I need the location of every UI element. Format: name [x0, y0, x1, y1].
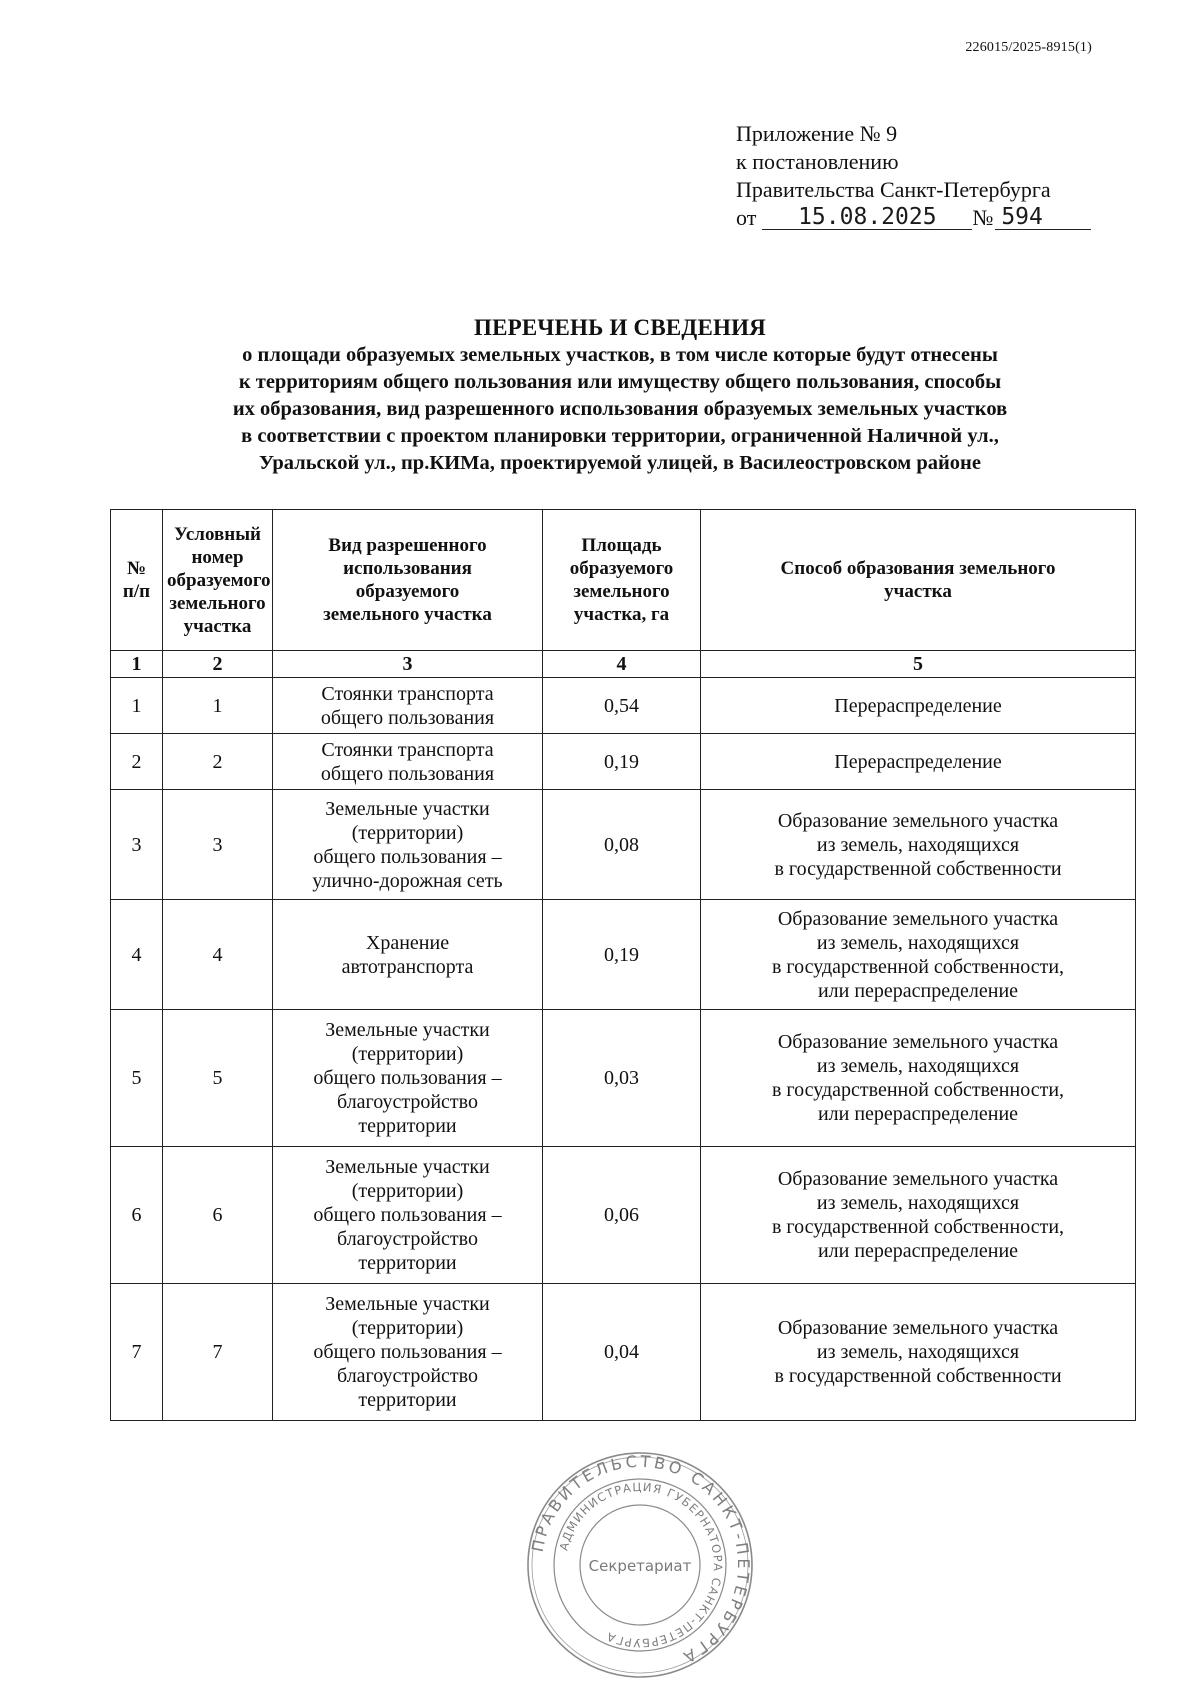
header-permitted-use: Вид разрешенного использования образуемого земельного участка — [273, 510, 543, 651]
header-formation-method: Способ образования земельного участка — [701, 510, 1136, 651]
cell-permitted-use: Стоянки транспорта общего пользования — [273, 678, 543, 734]
appendix-line-1: Приложение № 9 — [736, 121, 898, 146]
title-line: о площади образуемых земельных участков, в том числе которые будут отнесены — [242, 344, 998, 366]
column-numbers-row — [111, 651, 1136, 678]
cell-plot-id: 2 — [163, 734, 273, 790]
resolution-number: 594 — [995, 205, 1091, 230]
secretariat-seal-stamp — [525, 1450, 755, 1680]
cell-row-number: 6 — [111, 1147, 163, 1284]
cell-formation-method: Перераспределение — [701, 678, 1136, 734]
svg-text:АДМИНИСТРАЦИЯ ГУБЕРНАТОРА САНК: АДМИНИСТРАЦИЯ ГУБЕРНАТОРА САНКТ-ПЕТЕРБУРГА — [556, 1479, 726, 1651]
cell-area: 0,04 — [543, 1284, 701, 1421]
title-line: к территориям общего пользования или имуществу общего пользования, способы — [238, 371, 1002, 393]
cell-area: 0,19 — [543, 900, 701, 1010]
table-row — [111, 1147, 1136, 1284]
cell-area: 0,19 — [543, 734, 701, 790]
cell-permitted-use: Земельные участки (территории) общего пользования – улично-дорожная сеть — [273, 790, 543, 900]
table-row — [111, 678, 1136, 734]
cell-area: 0,54 — [543, 678, 701, 734]
cell-area: 0,08 — [543, 790, 701, 900]
column-number: 3 — [273, 651, 543, 678]
document-title — [110, 314, 1130, 477]
table-row — [111, 734, 1136, 790]
cell-plot-id: 4 — [163, 900, 273, 1010]
column-number: 1 — [111, 651, 163, 678]
cell-row-number: 4 — [111, 900, 163, 1010]
cell-plot-id: 3 — [163, 790, 273, 900]
title-line: Уральской ул., пр.КИМа, проектируемой улицей, в Василеостровском районе — [259, 452, 981, 474]
header-area: Площадь образуемого земельного участка, га — [543, 510, 701, 651]
title-line: их образования, вид разрешенного использования образуемых земельных участков — [232, 398, 1008, 420]
table-body — [111, 678, 1136, 1421]
appendix-line-2: к постановлению — [736, 149, 899, 174]
cell-row-number: 5 — [111, 1010, 163, 1147]
column-number: 5 — [701, 651, 1136, 678]
ot-label: от — [736, 205, 757, 230]
table-row — [111, 1284, 1136, 1421]
cell-row-number: 7 — [111, 1284, 163, 1421]
title-line: в соответствии с проектом планировки территории, ограниченной Наличной ул., — [241, 425, 999, 447]
resolution-date: 15.08.2025 — [762, 205, 972, 230]
cell-row-number: 1 — [111, 678, 163, 734]
table-row — [111, 790, 1136, 900]
cell-plot-id: 5 — [163, 1010, 273, 1147]
appendix-date-line — [736, 204, 1091, 232]
svg-text:ПРАВИТЕЛЬСТВО САНКТ-ПЕТЕРБУРГА: ПРАВИТЕЛЬСТВО САНКТ-ПЕТЕРБУРГА — [527, 1451, 754, 1669]
column-number: 2 — [163, 651, 273, 678]
cell-plot-id: 6 — [163, 1147, 273, 1284]
header-plot-id: Условный номер образуемого земельного участка — [163, 510, 273, 651]
number-label: № — [972, 205, 994, 230]
column-number: 4 — [543, 651, 701, 678]
cell-permitted-use: Земельные участки (территории) общего пользования – благоустройство территории — [273, 1284, 543, 1421]
appendix-line-3: Правительства Санкт-Петербурга — [736, 177, 1051, 202]
cell-plot-id: 1 — [163, 678, 273, 734]
cell-permitted-use: Земельные участки (территории) общего пользования – благоустройство территории — [273, 1147, 543, 1284]
cell-row-number: 2 — [111, 734, 163, 790]
cell-plot-id: 7 — [163, 1284, 273, 1421]
cell-formation-method: Перераспределение — [701, 734, 1136, 790]
cell-formation-method: Образование земельного участка из земель, находящихся в государственной собственности, или перераспределение — [701, 1010, 1136, 1147]
appendix-block — [736, 120, 1091, 232]
table-row — [111, 900, 1136, 1010]
cell-permitted-use: Земельные участки (территории) общего пользования – благоустройство территории — [273, 1010, 543, 1147]
cell-area: 0,06 — [543, 1147, 701, 1284]
cell-formation-method: Образование земельного участка из земель, находящихся в государственной собственности, или перераспределение — [701, 900, 1136, 1010]
cell-permitted-use: Хранение автотранспорта — [273, 900, 543, 1010]
cell-permitted-use: Стоянки транспорта общего пользования — [273, 734, 543, 790]
cell-formation-method: Образование земельного участка из земель, находящихся в государственной собственности — [701, 790, 1136, 900]
registration-number: 226015/2025-8915(1) — [965, 40, 1092, 55]
table-row — [111, 1010, 1136, 1147]
svg-text:Секретариат: Секретариат — [588, 1557, 692, 1575]
table-header-row — [111, 510, 1136, 651]
cell-row-number: 3 — [111, 790, 163, 900]
land-plots-table — [110, 509, 1136, 1421]
cell-formation-method: Образование земельного участка из земель, находящихся в государственной собственности, или перераспределение — [701, 1147, 1136, 1284]
cell-area: 0,03 — [543, 1010, 701, 1147]
header-row-number: № п/п — [111, 510, 163, 651]
cell-formation-method: Образование земельного участка из земель, находящихся в государственной собственности — [701, 1284, 1136, 1421]
title-main: ПЕРЕЧЕНЬ И СВЕДЕНИЯ — [474, 315, 766, 340]
